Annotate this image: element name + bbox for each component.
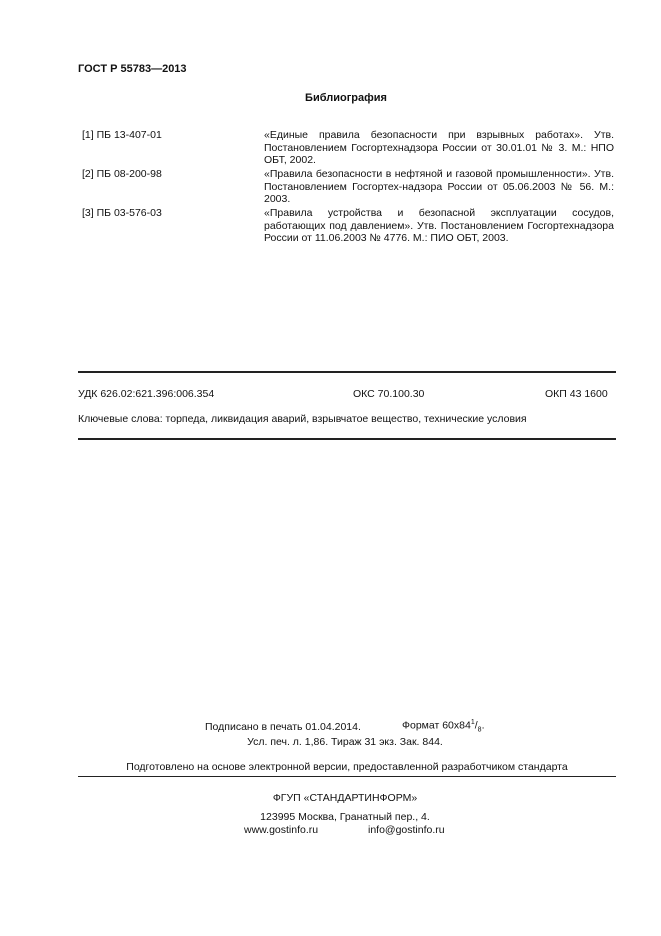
bibliography-ref-1: [1] ПБ 13-407-01: [82, 129, 162, 141]
bottom-divider: [78, 776, 616, 777]
bibliography-ref-2: [2] ПБ 08-200-98: [82, 168, 162, 180]
paper-format: Формат $60х84^1/_8$.: [402, 719, 485, 734]
prepared-note: Подготовлено на основе электронной версии, предоставленной разработчиком стандарта: [126, 761, 568, 773]
website-link[interactable]: www.gostinfo.ru: [244, 824, 319, 836]
top-divider: [78, 371, 616, 373]
paper-format-prefix: Формат 60х84: [402, 719, 471, 732]
publisher-address: 123995 Москва, Гранатный пер., 4.: [260, 811, 430, 823]
udk-code: УДК 626.02:621.396:006.354: [78, 388, 215, 400]
oks-code: ОКС 70.100.30: [353, 388, 425, 400]
bibliography-ref-3: [3] ПБ 03-576-03: [82, 207, 162, 219]
middle-divider: [78, 438, 616, 440]
email-link[interactable]: info@gostinfo.ru: [368, 824, 445, 836]
keywords: Ключевые слова: торпеда, ликвидация аварий, взрывчатое вещество, технические условия: [78, 413, 527, 425]
paper-format-denominator: 8: [477, 726, 482, 734]
paper-format-numerator: 1: [470, 719, 475, 726]
bibliography-description-2: «Правила безопасности в нефтяной и газовой промышленности». Утв. Постановлением Госгортех-надзора России от 05.06.2003 № 56. М.: 2003.: [264, 168, 614, 205]
bibliography-description-1: «Единые правила безопасности при взрывных работах». Утв. Постановлением Госгортехнадзора России от 30.01.01 № 3. М.: НПО ОБТ, 2002.: [264, 129, 614, 166]
bibliography-description-3: «Правила устройства и безопасной эксплуатации сосудов, работающих под давлением». Утв. Постановлением Госгортехнадзора России от 11.06.2003 № 4776. М.: ПИО ОБТ, 2003.: [264, 207, 614, 244]
paper-format-suffix: .: [481, 719, 485, 732]
signed-date: Подписано в печать 01.04.2014.: [205, 721, 361, 733]
okp-code: ОКП 43 1600: [545, 388, 608, 400]
bibliography-title: Библиография: [305, 92, 387, 104]
publisher-name: ФГУП «СТАНДАРТИНФОРМ»: [272, 792, 418, 804]
print-info: Усл. печ. л. 1,86. Тираж 31 экз. Зак. 844.: [247, 736, 443, 748]
standard-code: ГОСТ Р 55783—2013: [78, 63, 187, 75]
